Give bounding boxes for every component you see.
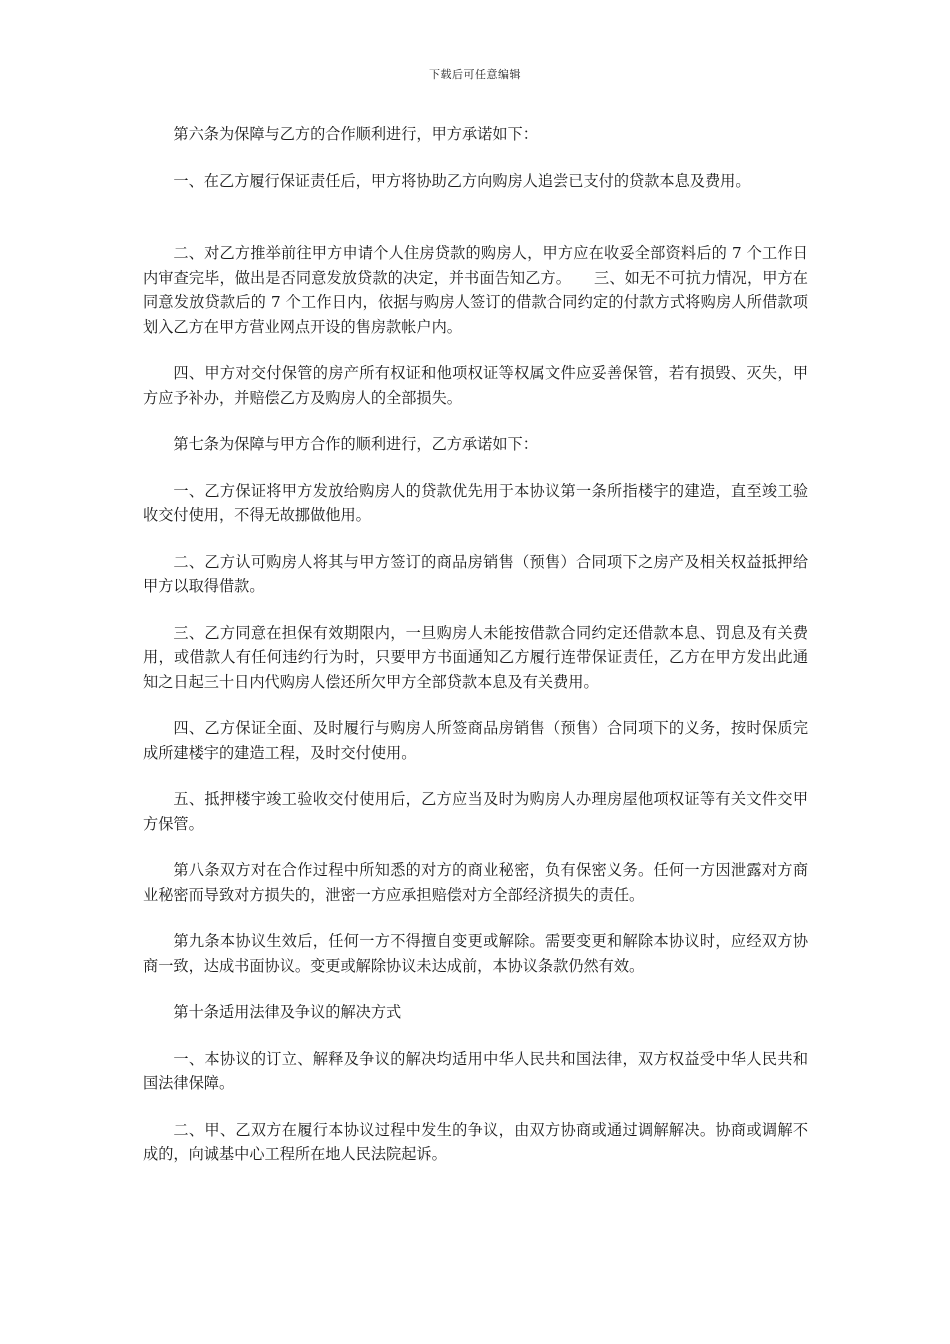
article-7-item-5: 五、抵押楼宇竣工验收交付使用后，乙方应当及时为购房人办理房屋他项权证等有关文件交甲方保管。 — [143, 790, 808, 833]
page-header: 下载后可任意编辑 — [429, 68, 521, 81]
article-6-item-4: 四、甲方对交付保管的房产所有权证和他项权证等权属文件应妥善保管，若有损毁、灭失，甲方应予补办，并赔偿乙方及购房人的全部损失。 — [143, 364, 808, 407]
article-7-item-4: 四、乙方保证全面、及时履行与购房人所签商品房销售（预售）合同项下的义务，按时保质完成所建楼宇的建造工程，及时交付使用。 — [143, 719, 808, 762]
article-7-item-3: 三、乙方同意在担保有效期限内，一旦购房人未能按借款合同约定还借款本息、罚息及有关费用，或借款人有任何违约行为时，只要甲方书面通知乙方履行连带保证责任，乙方在甲方发出此通知之日起三十日内代购房人偿还所欠甲方全部贷款本息及有关费用。 — [143, 623, 808, 691]
document-body — [143, 122, 808, 1189]
article-10-item-2: 二、甲、乙双方在履行本协议过程中发生的争议，由双方协商或通过调解解决。协商或调解不成的，向诚基中心工程所在地人民法院起诉。 — [143, 1120, 808, 1163]
article-10-heading: 第十条适用法律及争议的解决方式 — [173, 1003, 402, 1021]
article-9: 第九条本协议生效后，任何一方不得擅自变更或解除。需要变更和解除本协议时，应经双方协商一致，达成书面协议。变更或解除协议未达成前，本协议条款仍然有效。 — [143, 932, 808, 975]
article-10-item-1: 一、本协议的订立、解释及争议的解决均适用中华人民共和国法律，双方权益受中华人民共和国法律保障。 — [143, 1049, 808, 1092]
article-7-item-1: 一、乙方保证将甲方发放给购房人的贷款优先用于本协议第一条所指楼宇的建造，直至竣工验收交付使用，不得无故挪做他用。 — [143, 481, 808, 524]
article-6-item-2-3: 二、对乙方推举前往甲方申请个人住房贷款的购房人，甲方应在收妥全部资料后的 7 个工作日内审查完毕，做出是否同意发放贷款的决定，并书面告知乙方。 三、如无不可抗力情况，甲方在同意发放贷款后的 7 个工作日内，依据与购房人签订的借款合同约定的付款方式将购房人所借款项划入乙方在甲方营业网点开设的售房款帐户内。 — [143, 244, 808, 336]
article-6-item-1: 一、在乙方履行保证责任后，甲方将协助乙方向购房人追尝已支付的贷款本息及费用。 — [173, 171, 751, 190]
article-7-item-2: 二、乙方认可购房人将其与甲方签订的商品房销售（预售）合同项下之房产及相关权益抵押给甲方以取得借款。 — [143, 552, 808, 595]
article-6-heading: 第六条为保障与乙方的合作顺利进行，甲方承诺如下： — [173, 125, 538, 143]
article-7-heading: 第七条为保障与甲方合作的顺利进行，乙方承诺如下： — [173, 435, 538, 453]
article-8: 第八条双方对在合作过程中所知悉的对方的商业秘密，负有保密义务。任何一方因泄露对方商业秘密而导致对方损失的，泄密一方应承担赔偿对方全部经济损失的责任。 — [143, 861, 808, 904]
